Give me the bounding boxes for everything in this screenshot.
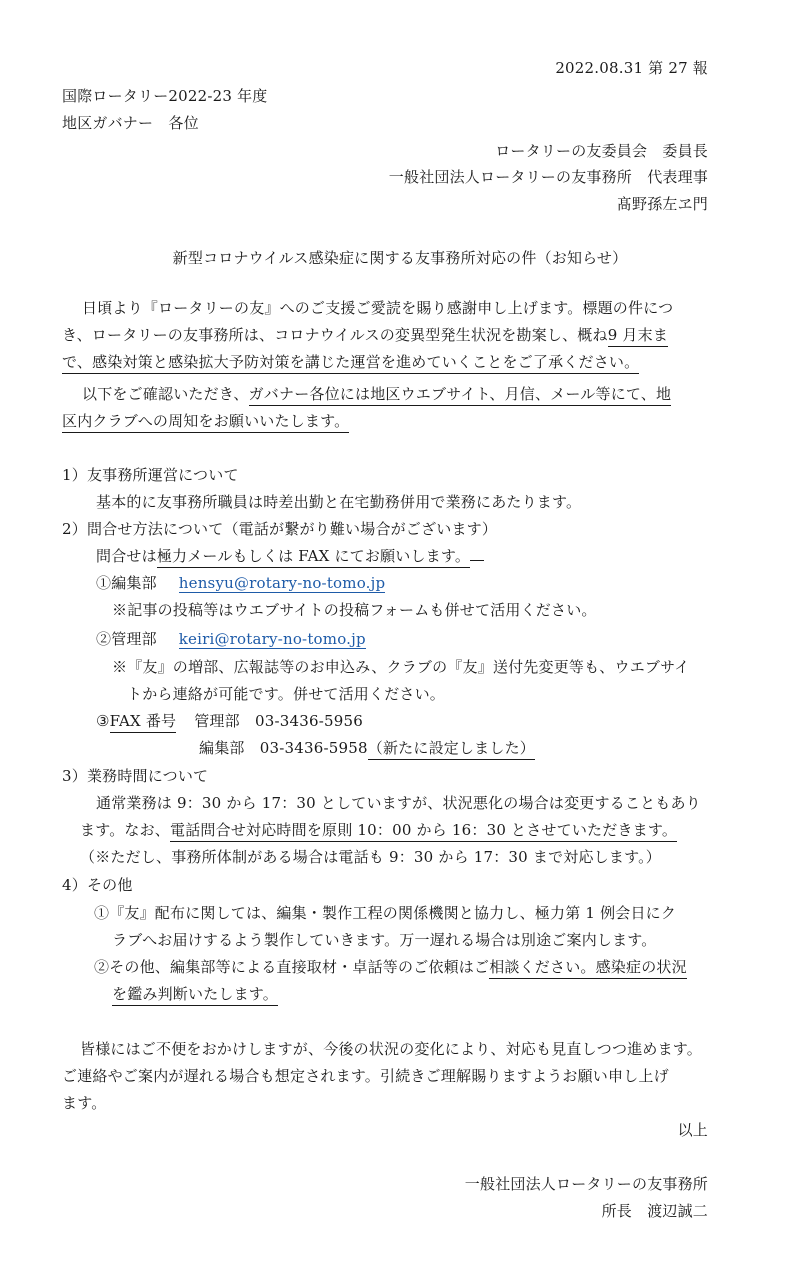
closing-line-3: ます。 (62, 1094, 107, 1112)
section-3-line-2-text: ます。なお、 (80, 821, 171, 839)
intro-line-2-text: き、ロータリーの友事務所は、コロナウイルスの変異型発生状況を勘案し、概ね (62, 326, 608, 344)
sender-line-1: ロータリーの友委員会 委員長 (495, 142, 708, 160)
intro-emphasis-notify: ガバナー各位には地区ウエブサイト、月信、メール等にて、地 (249, 385, 672, 406)
intro-line-4-text: 以下をご確認いただき、 (82, 385, 249, 403)
recipient-line-1: 国際ロータリー2022-23 年度 (62, 87, 268, 105)
section-2-body (96, 546, 484, 566)
intro-emphasis-notify-end: 区内クラブへの周知をお願いいたします。 (62, 412, 349, 433)
section-2-underline-tail (470, 558, 484, 561)
section-1-heading: 1）友事務所運営について (62, 466, 239, 484)
intro-line-1: 日頃より『ロータリーの友』へのご支援ご愛読を賜り感謝申し上げます。標題の件につ (82, 299, 674, 317)
recipient-line-2: 地区ガバナー 各位 (62, 114, 199, 132)
intro-line-3-text: 、感染対策と感染拡大予防対策を講じた運営を進めていくことをご了承ください。 (77, 353, 639, 374)
fax-editorial-new-note: （新たに設定しました） (368, 739, 535, 760)
document-title: 新型コロナウイルス感染症に関する友事務所対応の件（お知らせ） (172, 249, 628, 267)
contact-admin-label: ②管理部 (96, 630, 157, 648)
intro-line-4 (82, 384, 671, 404)
date-number: 2022.08.31 第 27 報 (555, 59, 708, 77)
closing-line-2: ご連絡やご案内が遅れる場合も想定されます。引続きご理解賜りますようお願い申し上げ (62, 1067, 669, 1085)
intro-line-3 (62, 352, 639, 372)
contact-admin (96, 629, 366, 649)
section-4-item-1-line-1: ①『友』配布に関しては、編集・製作工程の関係機関と協力し、極力第 1 例会日にク (94, 904, 677, 922)
fax-numbers-line-1 (96, 711, 363, 731)
intro-emphasis-deadline: 9 月末ま (608, 326, 668, 347)
section-4-item-1-line-2: ラブへお届けするよう製作していきます。万一遅れる場合は別途ご案内します。 (112, 931, 657, 949)
fax-label: FAX 番号 (110, 712, 177, 733)
section-3-line-2 (80, 820, 677, 840)
section-4-emphasis: 相談ください。感染症の状況 (489, 958, 687, 979)
contact-editorial-label: ①編集部 (96, 574, 157, 592)
section-3-emphasis: 電話問合せ対応時間を原則 10：00 から 16：30 とさせていただきます。 (170, 821, 677, 842)
section-2-body-text: 問合せは (96, 547, 157, 565)
section-4-heading: 4）その他 (62, 876, 133, 894)
fax-numbers-line-2 (199, 738, 535, 758)
section-3-heading: 3）業務時間について (62, 767, 209, 785)
sender-line-2: 一般社団法人ロータリーの友事務所 代表理事 (388, 168, 708, 186)
intro-line-2 (62, 325, 668, 345)
signature-organization: 一般社団法人ロータリーの友事務所 (464, 1175, 708, 1193)
fax-label-mark: ③ (96, 712, 110, 730)
contact-admin-note-2: トから連絡が可能です。併せて活用ください。 (127, 685, 446, 703)
intro-line-5 (62, 411, 349, 431)
closing-end-mark: 以上 (677, 1121, 708, 1139)
section-2-emphasis: 極力メールもしくは FAX にてお願いします。 (157, 547, 470, 568)
contact-editorial (96, 573, 385, 593)
fax-editorial: 編集部 03-3436-5958 (199, 739, 368, 757)
email-link-admin[interactable]: keiri@rotary-no-tomo.jp (178, 630, 366, 648)
intro-emphasis-deadline-end: で (62, 353, 77, 374)
section-2-heading: 2）問合せ方法について（電話が繋がり難い場合がございます） (62, 520, 498, 538)
section-4-item-2-text: ②その他、編集部等による直接取材・卓話等のご依頼はご (94, 958, 490, 976)
signature-name: 所長 渡辺誠二 (601, 1202, 708, 1220)
closing-line-1: 皆様にはご不便をおかけしますが、今後の状況の変化により、対応も見直しつつ進めます。 (80, 1040, 703, 1058)
section-3-line-1: 通常業務は 9：30 から 17：30 としていますが、状況悪化の場合は変更することもあり (96, 794, 701, 812)
contact-admin-note-1: ※『友』の増部、広報誌等のお申込み、クラブの『友』送付先変更等も、ウエブサイ (112, 658, 690, 676)
section-4-emphasis-end: を鑑み判断いたします。 (112, 985, 278, 1006)
section-4-item-2-line-1 (94, 957, 687, 977)
section-3-line-3: （※ただし、事務所体制がある場合は電話も 9：30 から 17：30 まで対応します。） (80, 848, 661, 866)
sender-name: 髙野孫左ヱ門 (616, 195, 708, 213)
section-4-item-2-line-2 (112, 984, 278, 1004)
contact-editorial-note: ※記事の投稿等はウエブサイトの投稿フォームも併せて活用ください。 (112, 601, 597, 619)
email-link-editorial[interactable]: hensyu@rotary-no-tomo.jp (178, 574, 386, 592)
fax-admin: 管理部 03-3436-5956 (194, 712, 363, 730)
section-1-body: 基本的に友事務所職員は時差出勤と在宅勤務併用で業務にあたります。 (96, 493, 582, 511)
